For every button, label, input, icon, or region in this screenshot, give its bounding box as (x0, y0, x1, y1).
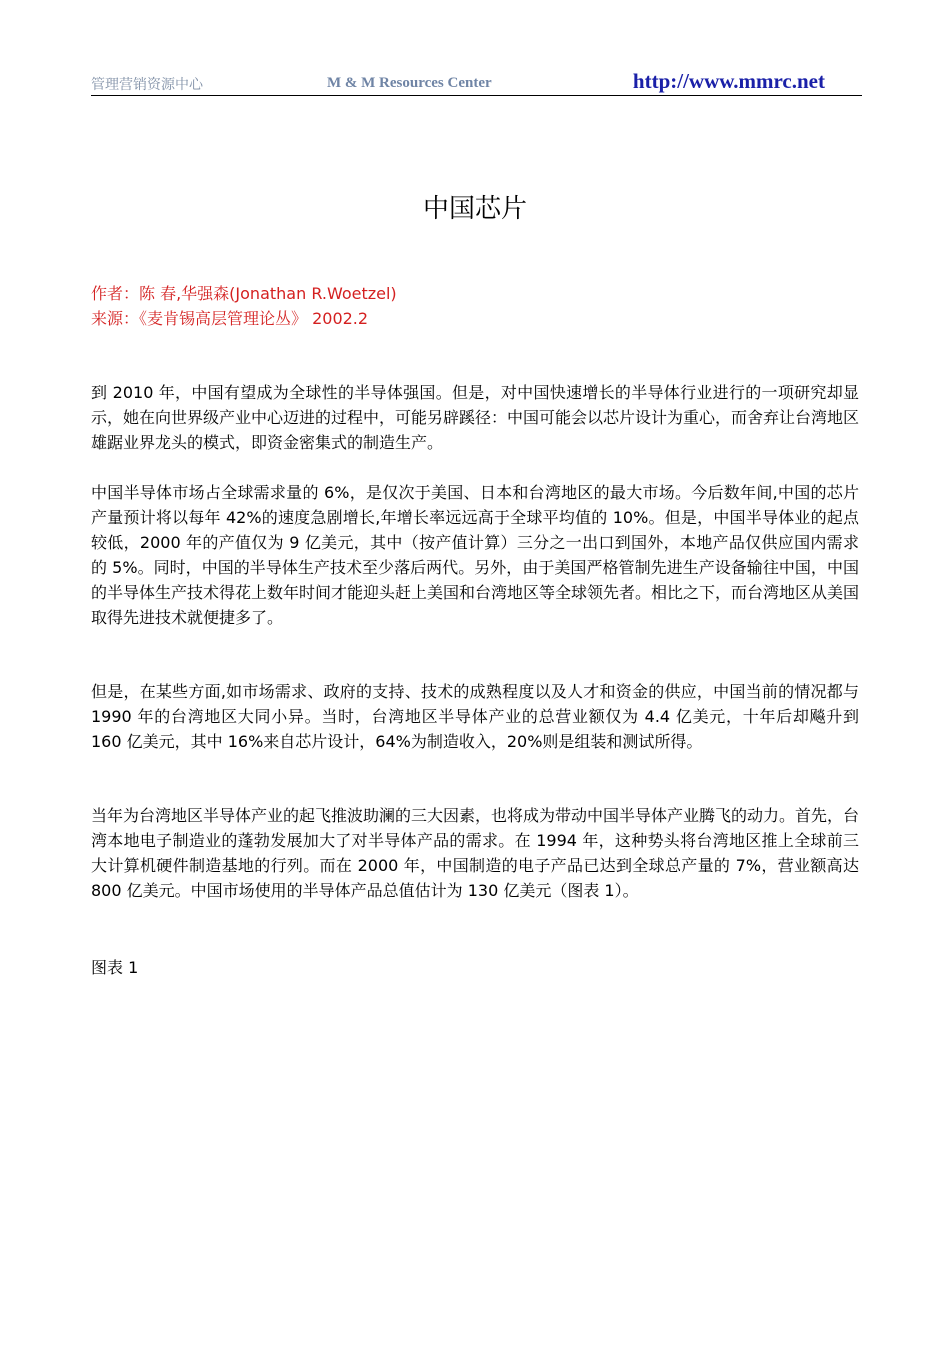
header-org-en: M & M Resources Center (327, 75, 492, 91)
header-org-cn: 管理营销资源中心 (91, 77, 203, 93)
page-title: 中国芯片 (422, 194, 527, 224)
paragraph-1: 到 2010 年，中国有望成为全球性的半导体强国。但是，对中国快速增长的半导体行业进行的一项研究却显示，她在向世界级产业中心迈进的过程中，可能另辟蹊径：中国可能会以芯片设计为重心，而舍弃让台湾地区雄踞业界龙头的模式，即资金密集式的制造生产。 (91, 383, 860, 452)
paragraph-3: 但是，在某些方面,如市场需求、政府的支持、技术的成熟程度以及人才和资金的供应，中国当前的情况都与 1990 年的台湾地区大同小异。当时，台湾地区半导体产业的总营业额仅为 4.4 亿美元，十年后却飚升到 160 亿美元，其中 16%来自芯片设计，64%为制造收入，20%则是组装和测试所得。 (91, 682, 859, 751)
source-line: 来源：《麦肯锡高层管理论丛》 2002.2 (91, 309, 369, 328)
author-line: 作者：陈 春,华强森(Jonathan R.Woetzel) (91, 284, 397, 303)
figure-label: 图表 1 (91, 958, 139, 977)
paragraph-4: 当年为台湾地区半导体产业的起飞推波助澜的三大因素，也将成为带动中国半导体产业腾飞的动力。首先，台湾本地电子制造业的蓬勃发展加大了对半导体产品的需求。在 1994 年，这种势头将台湾地区推上全球前三大计算机硬件制造基地的行列。而在 2000 年，中国制造的电子产品已达到全球总产量的 7%，营业额高达 800 亿美元。中国市场使用的半导体产品总值估计为 130 亿美元（图表 1）。 (91, 806, 860, 900)
paragraph-2: 中国半导体市场占全球需求量的 6%，是仅次于美国、日本和台湾地区的最大市场。今后数年间,中国的芯片产量预计将以每年 42%的速度急剧增长,年增长率远远高于全球平均值的 10%。但是，中国半导体业的起点较低，2000 年的产值仅为 9 亿美元，其中（按产值计算）三分之一出口到国外，本地产品仅供应国内需求的 5%。同时，中国的半导体生产技术至少落后两代。另外，由于美国严格管制先进生产设备输往中国，中国的半导体生产技术得花上数年时间才能迎头赶上美国和台湾地区等全球领先者。相比之下，而台湾地区从美国取得先进技术就便捷多了。 (91, 483, 860, 627)
page-header (91, 69, 862, 96)
header-url-link[interactable]: http://www.mmrc.net (632, 69, 825, 93)
